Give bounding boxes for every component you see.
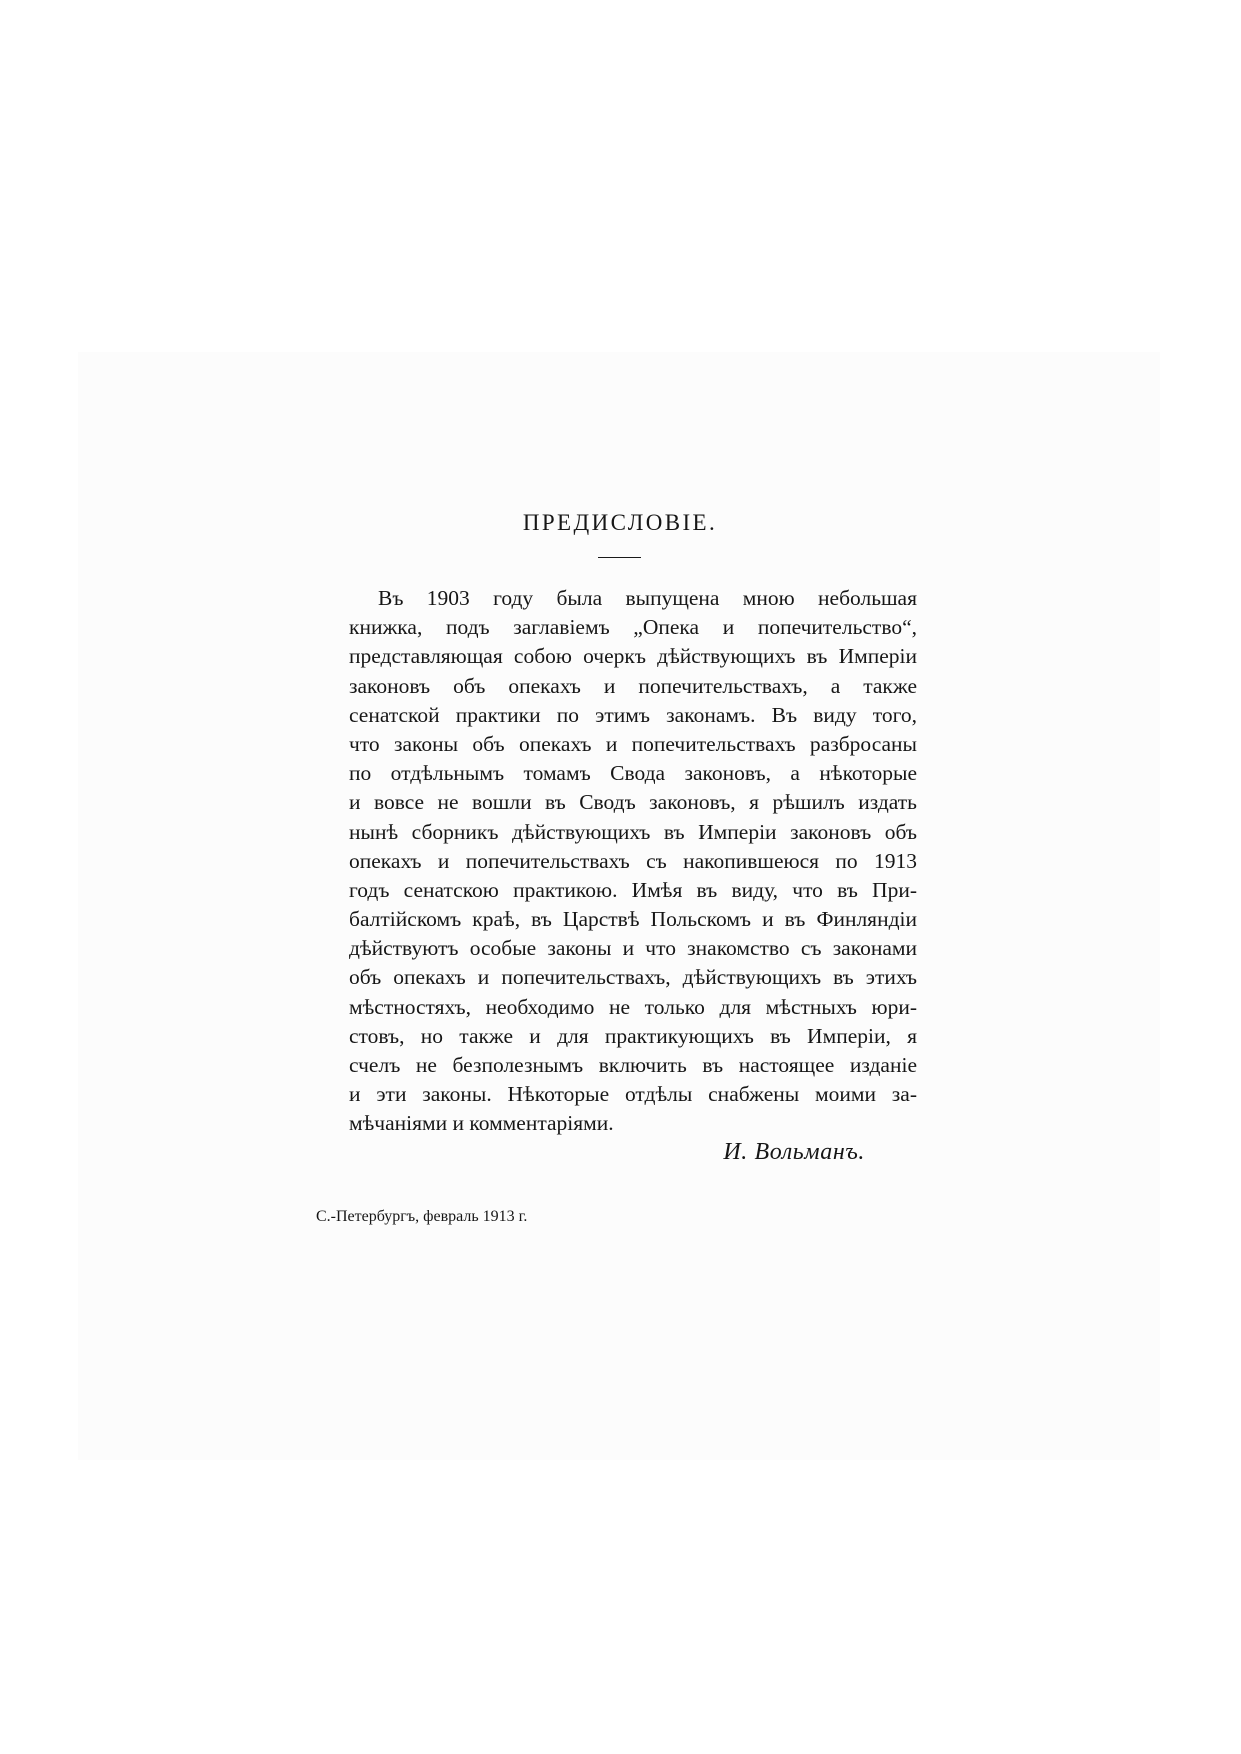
paragraph-line: опекахъ и попечительствахъ съ накопившеюся по 1913: [349, 848, 917, 873]
page-heading: ПРЕДИСЛОВІЕ.: [522, 510, 718, 535]
paragraph-line: дѣйствуютъ особые законы и что знакомство съ законами: [349, 936, 917, 961]
paragraph-line: представляющая собою очеркъ дѣйствующихъ въ Имперіи: [349, 644, 917, 669]
paragraph-line: стовъ, но также и для практикующихъ въ Имперіи, я: [349, 1023, 917, 1048]
paragraph-line: сенатской практики по этимъ законамъ. Въ виду того,: [349, 702, 917, 727]
heading-rule: [598, 557, 641, 558]
paragraph-line: и эти законы. Нѣкоторые отдѣлы снабжены моими за-: [349, 1082, 917, 1107]
paragraph-line: годъ сенатскою практикою. Имѣя въ виду, что въ При-: [349, 877, 917, 902]
paragraph-line: нынѣ сборникъ дѣйствующихъ въ Имперіи законовъ объ: [349, 819, 917, 844]
paragraph-line: мѣчаніями и комментаріями.: [349, 1111, 614, 1136]
paragraph-line: книжка, подъ заглавіемъ „Опека и попечительство“,: [349, 615, 917, 640]
author-signature: И. Вольманъ.: [723, 1139, 865, 1165]
paragraph-line: балтійскомъ краѣ, въ Царствѣ Польскомъ и въ Финляндіи: [349, 907, 917, 932]
paragraph-line: объ опекахъ и попечительствахъ, дѣйствующихъ въ этихъ: [349, 965, 917, 990]
paragraph-line: законовъ объ опекахъ и попечительствахъ, а также: [349, 673, 917, 698]
paragraph-line: что законы объ опекахъ и попечительствахъ разбросаны: [349, 731, 917, 756]
paragraph-line: счелъ не безполезнымъ включить въ настоящее изданіе: [349, 1053, 917, 1077]
place-and-date: С.-Петербургъ, февраль 1913 г.: [316, 1208, 528, 1225]
paragraph-line: Въ 1903 году была выпущена мною небольшая: [378, 586, 917, 610]
paragraph-line: мѣстностяхъ, необходимо не только для мѣстныхъ юри-: [349, 994, 917, 1019]
preface-paragraph: [349, 584, 917, 1139]
paragraph-line: по отдѣльнымъ томамъ Свода законовъ, а нѣкоторые: [349, 761, 917, 786]
paragraph-line: и вовсе не вошли въ Сводъ законовъ, я рѣшилъ издать: [349, 790, 917, 815]
